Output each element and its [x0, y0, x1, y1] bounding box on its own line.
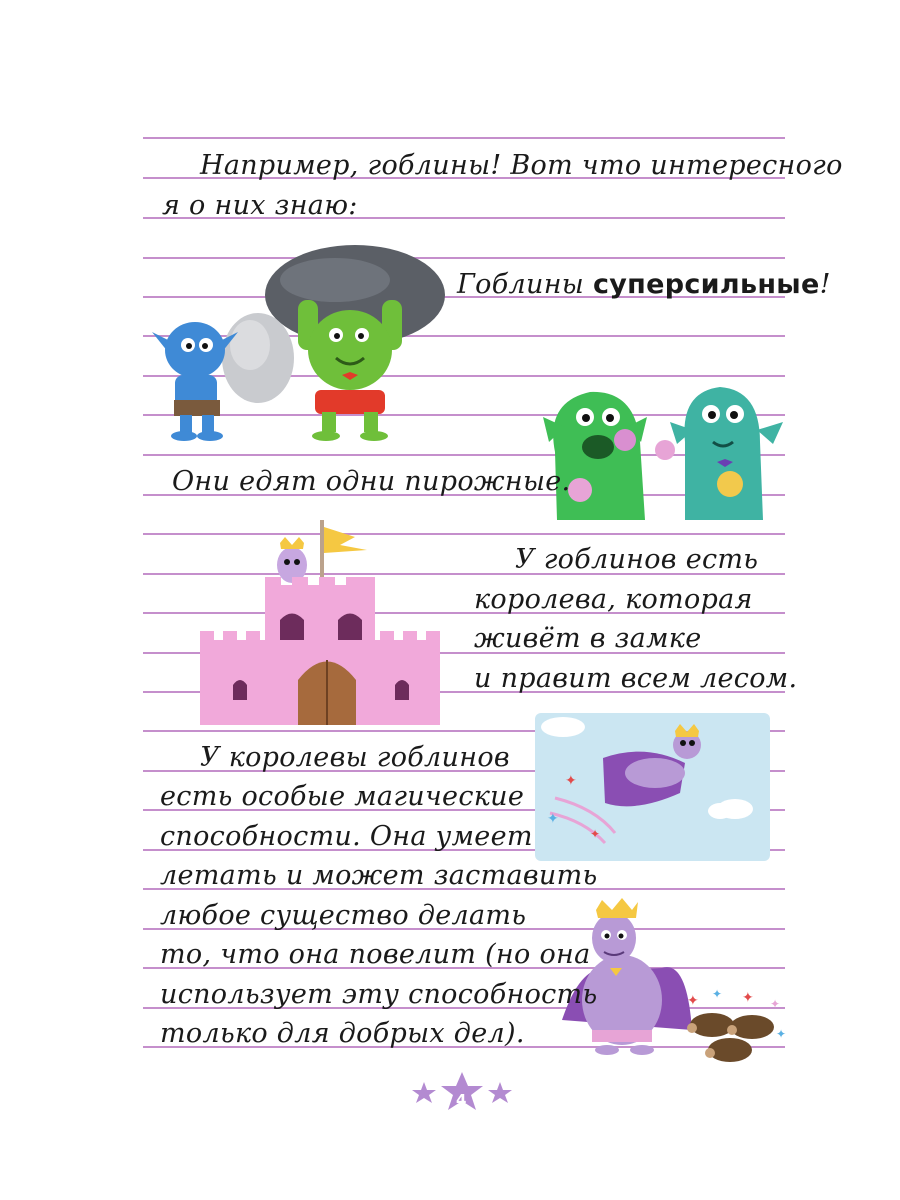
fact-magic-line: то, что она повелит (но она [160, 939, 591, 970]
fact-cakes: Они едят одни пирожные. [172, 466, 571, 497]
fact-magic-line: способности. Она умеет [160, 821, 533, 852]
star-icon [412, 1082, 436, 1103]
fact-strength-prefix: Гоблины [457, 269, 593, 300]
fact-queen-line: королева, которая [474, 584, 753, 615]
rule-line [143, 137, 785, 139]
castle-illustration [195, 515, 445, 727]
svg-text:✦: ✦ [590, 827, 601, 841]
fact-strength-bold: суперсильные [592, 269, 820, 300]
svg-text:✦: ✦ [776, 1027, 787, 1041]
queen-hedgehogs-illustration [552, 890, 792, 1065]
fact-magic-line: летать и может заставить [160, 860, 598, 891]
fact-magic-line: У королевы гоблинов [200, 742, 510, 773]
fact-strength [457, 270, 831, 300]
fact-queen-line: и правит всем лесом. [474, 663, 798, 694]
fact-strength-suffix: ! [819, 269, 831, 300]
eating-goblins-illustration [535, 372, 790, 524]
svg-text:✦: ✦ [565, 773, 577, 789]
flying-queen-illustration [535, 713, 770, 861]
svg-text:✦: ✦ [742, 990, 754, 1006]
fact-queen-line: У гоблинов есть [515, 544, 759, 575]
svg-text:✦: ✦ [712, 987, 723, 1001]
intro-line-1: Например, гоблины! Вот что интересного [200, 150, 843, 181]
svg-text:✦: ✦ [770, 997, 781, 1011]
intro-line-2: я о них знаю: [162, 190, 358, 221]
fact-magic-line: любое существо делать [160, 900, 527, 931]
fact-queen-line: живёт в замке [474, 623, 702, 654]
fact-magic-line: только для добрых дел). [160, 1018, 525, 1049]
svg-text:✦: ✦ [547, 811, 559, 827]
fact-magic-line: есть особые магические [160, 781, 525, 812]
star-icon [488, 1082, 512, 1103]
svg-text:✦: ✦ [687, 993, 699, 1009]
fact-magic-line: использует эту способность [160, 979, 598, 1010]
boulder-goblins-illustration [150, 240, 450, 450]
page-number: 4 [456, 1091, 467, 1109]
